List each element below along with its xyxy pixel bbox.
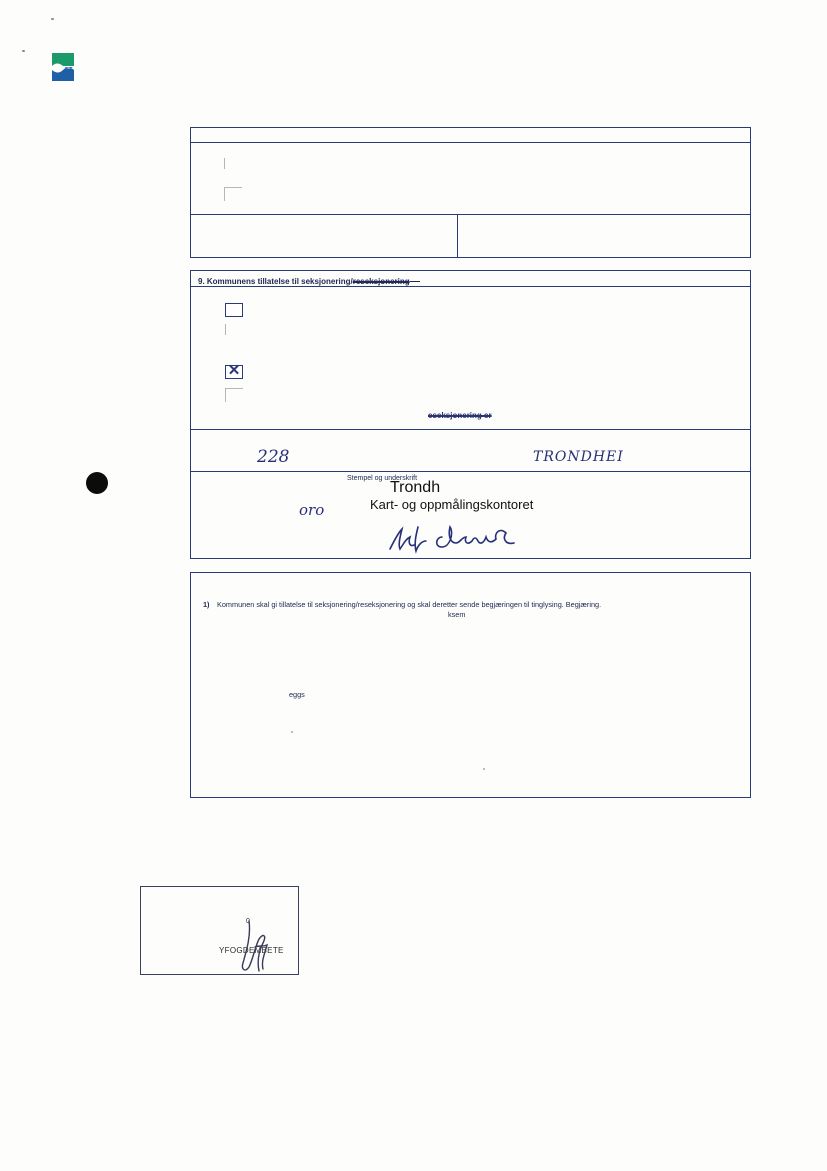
scan-speck — [291, 731, 293, 733]
column-divider — [457, 214, 458, 257]
faint-checkbox-mark — [225, 324, 226, 335]
tillatelse-checkbox-checked[interactable] — [225, 362, 243, 379]
footnote-fragment: eggs — [289, 690, 305, 699]
faint-checkbox-mark — [224, 158, 225, 169]
bottom-stamp-box — [140, 886, 299, 975]
checkmark-x-icon: ✕ — [227, 362, 241, 379]
footnote-line-1: Kommunen skal gi tillatelse til seksjonering/reseksjonering og skal deretter sende begjæringen til tinglysing. Begjæring. — [217, 600, 602, 609]
handwritten-number: 228 — [257, 447, 290, 467]
section-divider — [191, 471, 750, 472]
hole-punch-dot — [86, 472, 108, 494]
section-divider — [191, 214, 750, 215]
scan-speck — [483, 768, 485, 770]
section-divider — [191, 142, 750, 143]
handwritten-city: TRONDHEI — [533, 449, 624, 465]
scan-speck — [22, 50, 25, 52]
footnote-line-2: ksem — [448, 610, 466, 619]
bottom-stamp-text: YFOGDEMBETE — [219, 946, 284, 955]
handwritten-signature — [384, 523, 524, 555]
stamp-city-text: Trondh — [390, 479, 441, 496]
section-divider — [191, 286, 750, 287]
section-9-title — [198, 277, 420, 286]
footnote-box — [190, 572, 751, 798]
municipality-logo-icon — [52, 53, 74, 81]
stamp-signature-label: Stempel og underskrift — [347, 475, 418, 482]
section-divider — [191, 429, 750, 430]
form-section-box-upper — [190, 127, 751, 258]
bottom-stamp-mark: 0 — [246, 918, 251, 925]
footnote-number: 1) — [203, 600, 210, 609]
faint-checkbox — [225, 388, 243, 402]
seksjonering-checkbox[interactable] — [225, 303, 243, 317]
section-9-box — [190, 270, 751, 559]
section-9-title-text: 9. Kommunens tillatelse til seksjonering/ — [198, 277, 353, 286]
bottom-stamp-signature — [229, 917, 279, 975]
section-9-title-struck: reseksjonering — [352, 277, 410, 286]
struck-text-reseksjonering: eseksjonering er — [428, 411, 492, 420]
scan-speck — [51, 18, 54, 20]
stamp-office-text: Kart- og oppmålingskontoret — [370, 497, 534, 512]
handwritten-mark: oro — [299, 501, 325, 519]
faint-checkbox — [224, 187, 242, 201]
